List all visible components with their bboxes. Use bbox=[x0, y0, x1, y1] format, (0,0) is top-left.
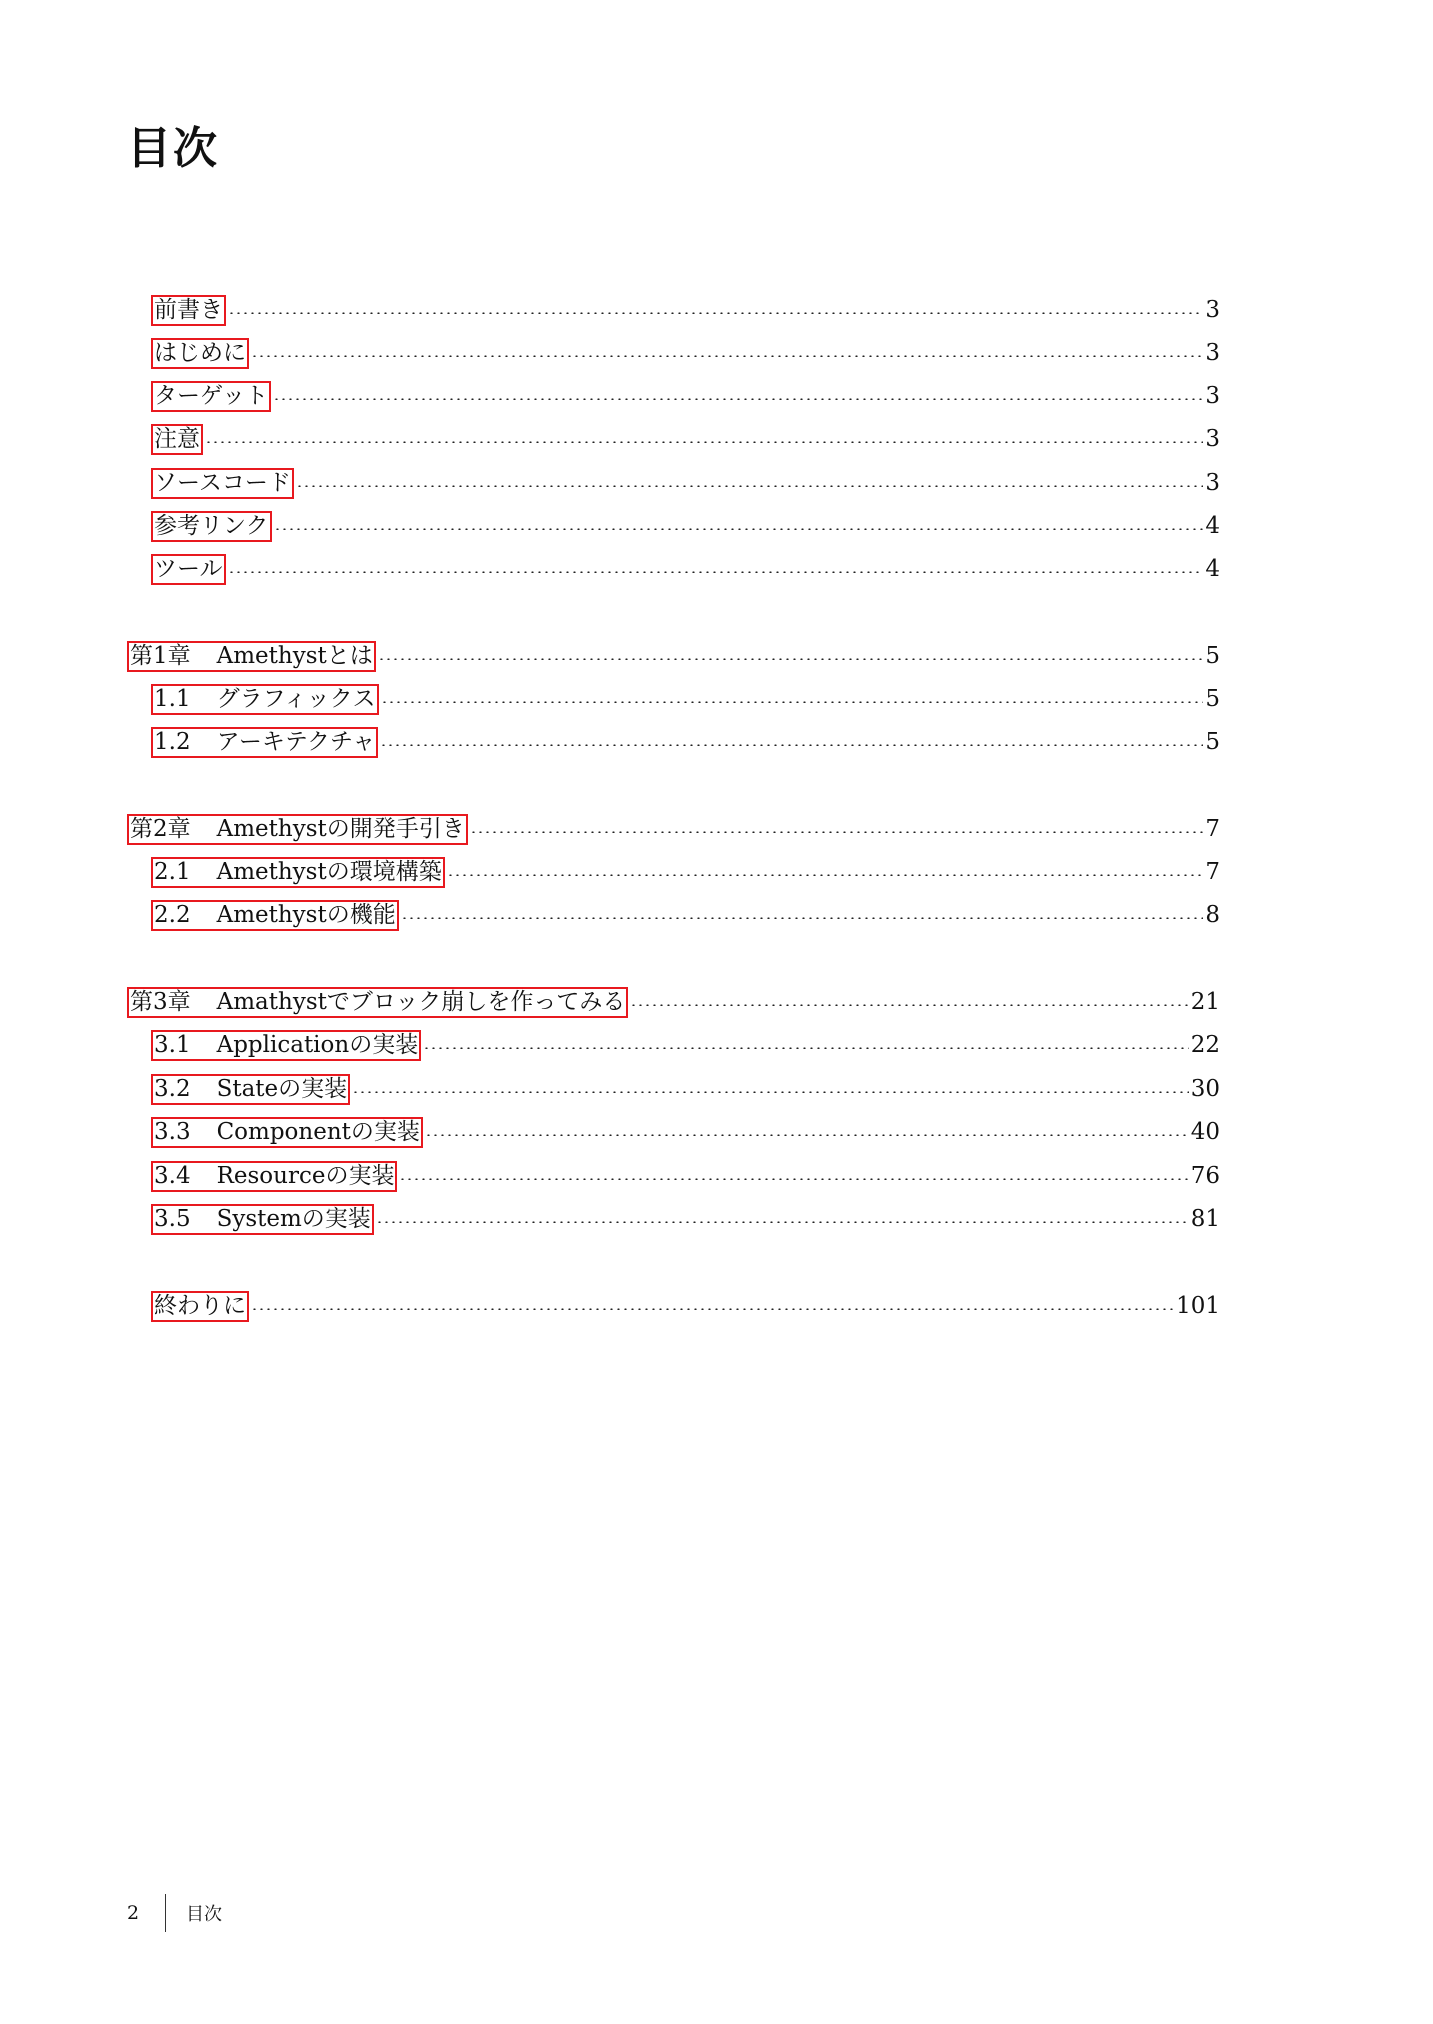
dot-leader bbox=[380, 744, 1203, 746]
toc-entry-label[interactable]: 終わりに bbox=[151, 1291, 249, 1322]
toc-page-number: 4 bbox=[1205, 556, 1220, 582]
dot-leader bbox=[251, 1308, 1174, 1310]
section-number: 3.3 bbox=[154, 1118, 191, 1145]
toc-chapter-1[interactable] bbox=[127, 638, 1220, 674]
toc-page-number: 81 bbox=[1190, 1206, 1220, 1232]
dot-leader bbox=[228, 571, 1204, 573]
section-title: Applicationの実装 bbox=[216, 1031, 419, 1058]
toc-section-2-2[interactable] bbox=[151, 897, 1220, 933]
dot-leader bbox=[470, 831, 1204, 833]
toc-page-number: 3 bbox=[1205, 426, 1220, 452]
dot-leader bbox=[630, 1004, 1188, 1006]
section-number: 2.2 bbox=[154, 901, 191, 928]
chapter-number: 第2章 bbox=[130, 815, 191, 842]
toc-page-number: 3 bbox=[1205, 297, 1220, 323]
toc-entry-label[interactable] bbox=[151, 900, 399, 931]
page-footer bbox=[127, 1894, 222, 1932]
toc-page-number: 4 bbox=[1205, 513, 1220, 539]
section-title: Componentの実装 bbox=[216, 1118, 420, 1145]
chapter-number: 第1章 bbox=[130, 642, 191, 669]
toc-entry-label[interactable] bbox=[151, 1074, 350, 1105]
toc-page-number: 8 bbox=[1205, 902, 1220, 928]
toc-entry-label[interactable]: はじめに bbox=[151, 338, 249, 369]
toc-section-3-4[interactable] bbox=[151, 1158, 1220, 1194]
toc-entry-notes[interactable] bbox=[151, 421, 1220, 457]
toc-page-number: 5 bbox=[1205, 686, 1220, 712]
toc-entry-tools[interactable] bbox=[151, 551, 1220, 587]
toc-section-3-2[interactable] bbox=[151, 1071, 1220, 1107]
section-title: Systemの実装 bbox=[216, 1205, 371, 1232]
toc-entry-source-code[interactable] bbox=[151, 465, 1220, 501]
toc-section-3-3[interactable] bbox=[151, 1114, 1220, 1150]
toc-page-number: 5 bbox=[1205, 729, 1220, 755]
toc-entry-introduction[interactable] bbox=[151, 335, 1220, 371]
chapter-title: Amethystとは bbox=[216, 642, 373, 669]
toc-entry-label[interactable]: 参考リンク bbox=[151, 511, 272, 542]
toc-entry-label[interactable] bbox=[127, 987, 628, 1018]
toc-page-number: 3 bbox=[1205, 340, 1220, 366]
section-number: 3.4 bbox=[154, 1162, 191, 1189]
chapter-title: Amethystの開発手引き bbox=[216, 815, 465, 842]
footer-section-title: 目次 bbox=[186, 1904, 222, 1925]
dot-leader bbox=[423, 1047, 1189, 1049]
section-number: 3.1 bbox=[154, 1031, 191, 1058]
toc-entry-label[interactable]: ツール bbox=[151, 554, 226, 585]
toc-entry-foreword[interactable] bbox=[151, 292, 1220, 328]
toc-entry-label[interactable] bbox=[127, 641, 376, 672]
toc-entry-label[interactable] bbox=[151, 684, 379, 715]
section-title: Resourceの実装 bbox=[216, 1162, 395, 1189]
toc-section-1-1[interactable] bbox=[151, 681, 1220, 717]
section-number: 1.2 bbox=[154, 728, 191, 755]
toc-section-1-2[interactable] bbox=[151, 724, 1220, 760]
dot-leader bbox=[251, 355, 1203, 357]
toc-entry-afterword[interactable] bbox=[151, 1288, 1220, 1324]
section-number: 1.1 bbox=[154, 685, 191, 712]
section-number: 3.5 bbox=[154, 1205, 191, 1232]
section-number: 3.2 bbox=[154, 1075, 191, 1102]
toc-entry-reference-links[interactable] bbox=[151, 508, 1220, 544]
toc-page-number: 40 bbox=[1190, 1119, 1220, 1145]
dot-leader bbox=[296, 485, 1204, 487]
section-title: Stateの実装 bbox=[216, 1075, 348, 1102]
chapter-title: Amathystでブロック崩しを作ってみる bbox=[216, 988, 626, 1015]
toc-section-3-1[interactable] bbox=[151, 1027, 1220, 1063]
toc-entry-label[interactable]: ソースコード bbox=[151, 468, 294, 499]
dot-leader bbox=[378, 658, 1204, 660]
toc-page-number: 76 bbox=[1190, 1163, 1220, 1189]
toc-entry-label[interactable] bbox=[151, 1204, 374, 1235]
toc-page-number: 7 bbox=[1205, 859, 1220, 885]
dot-leader bbox=[352, 1091, 1189, 1093]
toc-entry-label[interactable]: ターゲット bbox=[151, 381, 271, 412]
toc-chapter-2[interactable] bbox=[127, 811, 1220, 847]
toc-page-number: 3 bbox=[1205, 470, 1220, 496]
dot-leader bbox=[447, 874, 1204, 876]
toc-entry-label[interactable] bbox=[151, 1161, 397, 1192]
footer-divider bbox=[165, 1894, 166, 1932]
dot-leader bbox=[376, 1221, 1189, 1223]
dot-leader bbox=[205, 441, 1203, 443]
dot-leader bbox=[401, 917, 1204, 919]
toc-page-number: 21 bbox=[1190, 989, 1220, 1015]
section-number: 2.1 bbox=[154, 858, 191, 885]
toc-entry-label[interactable] bbox=[151, 857, 445, 888]
section-title: Amethystの環境構築 bbox=[216, 858, 442, 885]
toc-page-number: 30 bbox=[1190, 1076, 1220, 1102]
toc-entry-label[interactable] bbox=[151, 727, 378, 758]
chapter-number: 第3章 bbox=[130, 988, 191, 1015]
dot-leader bbox=[274, 528, 1204, 530]
toc-section-3-5[interactable] bbox=[151, 1201, 1220, 1237]
section-title: グラフィックス bbox=[216, 685, 376, 712]
section-title: アーキテクチャ bbox=[216, 728, 376, 755]
toc-page-number: 101 bbox=[1176, 1293, 1220, 1319]
dot-leader bbox=[381, 701, 1204, 703]
toc-entry-label[interactable] bbox=[151, 1030, 421, 1061]
toc-chapter-3[interactable] bbox=[127, 984, 1220, 1020]
footer-page-number: 2 bbox=[127, 1902, 140, 1924]
toc-section-2-1[interactable] bbox=[151, 854, 1220, 890]
dot-leader bbox=[425, 1134, 1189, 1136]
toc-page-number: 3 bbox=[1205, 383, 1220, 409]
dot-leader bbox=[399, 1178, 1188, 1180]
section-title: Amethystの機能 bbox=[216, 901, 396, 928]
toc-entry-label[interactable]: 注意 bbox=[151, 424, 203, 455]
dot-leader bbox=[273, 398, 1203, 400]
toc-entry-label[interactable]: 前書き bbox=[151, 295, 226, 326]
dot-leader bbox=[228, 312, 1203, 314]
toc-entry-target[interactable] bbox=[151, 378, 1220, 414]
toc-page-number: 22 bbox=[1190, 1032, 1220, 1058]
toc-page-number: 5 bbox=[1205, 643, 1220, 669]
toc-entry-label[interactable] bbox=[127, 814, 468, 845]
toc-page-number: 7 bbox=[1205, 816, 1220, 842]
page-title: 目次 bbox=[127, 123, 219, 174]
toc-entry-label[interactable] bbox=[151, 1117, 423, 1148]
